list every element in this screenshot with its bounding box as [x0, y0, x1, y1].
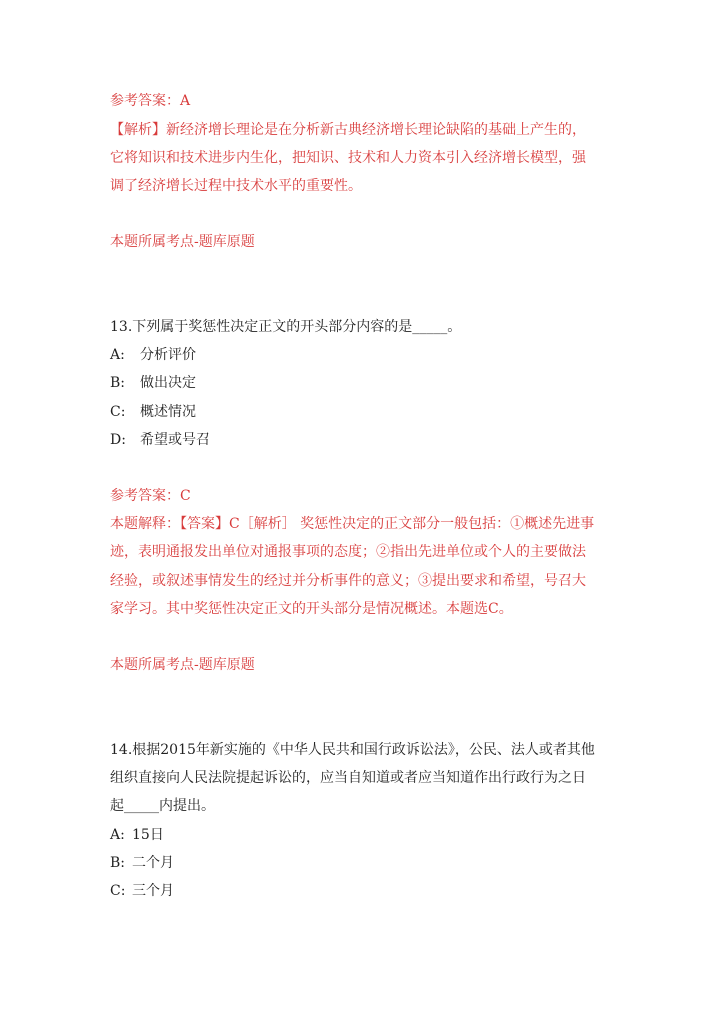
q13-explanation-line: 本题解释：【答案】C［解析］ 奖惩性决定的正文部分一般包括：①概述先进事 [110, 516, 595, 532]
q13-explanation-line: 经验，或叙述事情发生的经过并分析事件的意义；③提出要求和希望，号召大 [110, 573, 586, 589]
option-text: 希望或号召 [140, 432, 210, 448]
q14-option-b [110, 853, 174, 873]
q12-answer: 参考答案：A [110, 93, 191, 109]
q12-explanation-line: 调了经济增长过程中技术水平的重要性。 [110, 178, 362, 194]
q14-stem-line: 14.根据2015年新实施的《中华人民共和国行政诉讼法》，公民、法人或者其他 [110, 742, 595, 758]
option-letter: C: [110, 404, 126, 420]
q13-explanation-line: 家学习。其中奖惩性决定正文的开头部分是情况概述。本题选C。 [110, 601, 513, 617]
q13-option-a [110, 345, 196, 365]
option-letter: A: [110, 827, 125, 843]
option-text: 三个月 [132, 883, 174, 899]
option-text: 概述情况 [140, 404, 196, 420]
option-letter: D: [110, 432, 126, 448]
q12-source: 本题所属考点-题库原题 [110, 234, 255, 250]
q13-source: 本题所属考点-题库原题 [110, 657, 255, 673]
option-text: 15日 [132, 827, 164, 843]
q13-answer: 参考答案：C [110, 488, 191, 504]
q13-option-c [110, 402, 196, 422]
option-text: 做出决定 [140, 375, 196, 391]
q14-option-a [110, 825, 164, 845]
option-text: 二个月 [132, 855, 174, 871]
q13-option-d [110, 430, 210, 450]
q14-stem-line: 组织直接向人民法院提起诉讼的，应当自知道或者应当知道作出行政行为之日 [110, 770, 586, 786]
q14-option-c [110, 881, 174, 901]
q13-explanation-line: 迹，表明通报发出单位对通报事项的态度；②指出先进单位或个人的主要做法 [110, 544, 586, 560]
option-text: 分析评价 [140, 347, 196, 363]
q12-explanation-line: 它将知识和技术进步内生化，把知识、技术和人力资本引入经济增长模型，强 [110, 150, 586, 166]
q13-option-b [110, 373, 196, 393]
q14-stem-line: 起_____内提出。 [110, 798, 215, 814]
option-letter: A: [110, 347, 125, 363]
option-letter: C: [110, 883, 126, 899]
option-letter: B: [110, 855, 126, 871]
q13-stem: 13.下列属于奖惩性决定正文的开头部分内容的是_____。 [110, 319, 462, 335]
q12-explanation-line: 【解析】新经济增长理论是在分析新古典经济增长理论缺陷的基础上产生的， [110, 122, 586, 138]
option-letter: B: [110, 375, 126, 391]
